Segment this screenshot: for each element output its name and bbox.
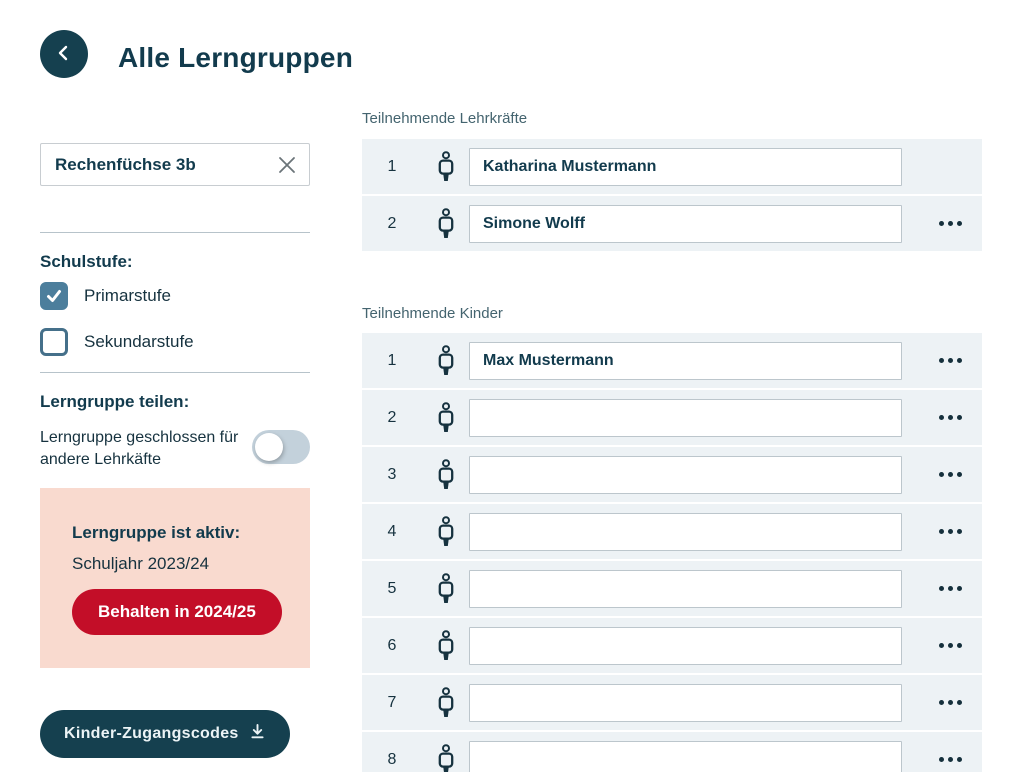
- participant-name-input[interactable]: [469, 205, 902, 243]
- participant-name-input[interactable]: [469, 570, 902, 608]
- row-menu-button[interactable]: [937, 694, 964, 711]
- row-index: 5: [387, 579, 397, 597]
- row-index: 3: [387, 465, 397, 483]
- download-icon: [249, 723, 266, 745]
- schulstufe-label: Schulstufe:: [40, 252, 133, 271]
- dot: [957, 529, 962, 534]
- dot: [948, 221, 953, 226]
- person-icon: [422, 573, 469, 604]
- dot: [948, 415, 953, 420]
- participant-row: [362, 196, 982, 251]
- dot: [957, 643, 962, 648]
- person-icon: [422, 744, 469, 772]
- participant-name-input[interactable]: [469, 399, 902, 437]
- checkbox-label: Sekundarstufe: [84, 332, 194, 351]
- dot: [948, 586, 953, 591]
- row-index: 4: [387, 522, 397, 540]
- participant-name-input[interactable]: [469, 513, 902, 551]
- row-menu-button[interactable]: [937, 580, 964, 597]
- dot: [939, 221, 944, 226]
- back-button[interactable]: [40, 30, 88, 78]
- teachers-heading: Teilnehmende Lehrkräfte: [362, 110, 528, 127]
- group-name-field: [40, 143, 310, 186]
- participant-row: [362, 390, 982, 445]
- keep-group-button[interactable]: Behalten in 2024/25: [72, 589, 282, 635]
- participant-row: [362, 618, 982, 673]
- person-icon: [422, 151, 469, 182]
- participant-name-input[interactable]: [469, 342, 902, 380]
- person-icon: [422, 345, 469, 376]
- divider: [40, 372, 310, 373]
- participant-row: [362, 333, 982, 388]
- children-heading: Teilnehmende Kinder: [362, 305, 503, 322]
- group-name-input[interactable]: [55, 144, 270, 185]
- row-menu-button[interactable]: [937, 751, 964, 768]
- toggle-knob: [255, 433, 283, 461]
- share-toggle[interactable]: [252, 430, 310, 464]
- dot: [939, 700, 944, 705]
- dot: [948, 757, 953, 762]
- dot: [948, 358, 953, 363]
- row-index: 6: [387, 636, 397, 654]
- active-group-schoolyear: Schuljahr 2023/24: [72, 554, 210, 573]
- row-index: 2: [387, 408, 397, 426]
- dot: [948, 700, 953, 705]
- row-menu-button[interactable]: [937, 352, 964, 369]
- row-menu-button[interactable]: [937, 523, 964, 540]
- checkbox-label: Primarstufe: [84, 286, 171, 305]
- dot: [939, 472, 944, 477]
- person-icon: [422, 402, 469, 433]
- chevron-left-icon: [54, 43, 74, 66]
- dot: [939, 643, 944, 648]
- checkbox-primarstufe[interactable]: [40, 282, 171, 310]
- row-index: 2: [387, 214, 397, 232]
- dot: [957, 700, 962, 705]
- active-group-title: Lerngruppe ist aktiv:: [72, 523, 241, 542]
- clear-input-button[interactable]: [275, 153, 299, 177]
- dot: [957, 221, 962, 226]
- row-index: 7: [387, 693, 397, 711]
- participant-name-input[interactable]: [469, 684, 902, 722]
- active-group-box: [40, 488, 310, 668]
- checkbox-box[interactable]: [40, 282, 68, 310]
- row-menu-button[interactable]: [937, 637, 964, 654]
- person-icon: [422, 630, 469, 661]
- participant-name-input[interactable]: [469, 456, 902, 494]
- check-icon: [45, 287, 63, 305]
- teachers-list: [362, 139, 982, 253]
- participant-row: [362, 675, 982, 730]
- row-menu-button[interactable]: [937, 215, 964, 232]
- participant-row: [362, 504, 982, 559]
- access-codes-button[interactable]: [40, 710, 290, 758]
- participant-row: [362, 732, 982, 772]
- dot: [957, 472, 962, 477]
- dot: [948, 472, 953, 477]
- row-index: 1: [387, 351, 397, 369]
- dot: [939, 358, 944, 363]
- row-menu-button[interactable]: [937, 409, 964, 426]
- dot: [957, 586, 962, 591]
- share-toggle-label: Lerngruppe geschlossen für andere Lehrkäfte: [40, 429, 239, 468]
- page-title: Alle Lerngruppen: [118, 42, 353, 73]
- dot: [948, 529, 953, 534]
- dot: [948, 643, 953, 648]
- dot: [957, 757, 962, 762]
- checkbox-box[interactable]: [40, 328, 68, 356]
- dot: [939, 586, 944, 591]
- dot: [939, 757, 944, 762]
- participant-row: [362, 447, 982, 502]
- dot: [939, 529, 944, 534]
- row-menu-button[interactable]: [937, 466, 964, 483]
- participant-name-input[interactable]: [469, 627, 902, 665]
- divider: [40, 232, 310, 233]
- dot: [939, 415, 944, 420]
- person-icon: [422, 687, 469, 718]
- dot: [957, 358, 962, 363]
- dot: [957, 415, 962, 420]
- row-index: 8: [387, 750, 397, 768]
- checkbox-sekundarstufe[interactable]: [40, 328, 194, 356]
- person-icon: [422, 208, 469, 239]
- x-icon: [275, 165, 299, 180]
- access-codes-label: Kinder-Zugangscodes: [64, 725, 239, 742]
- children-list: [362, 333, 982, 772]
- person-icon: [422, 516, 469, 547]
- participant-row: [362, 139, 982, 194]
- participant-row: [362, 561, 982, 616]
- participant-name-input[interactable]: [469, 741, 902, 772]
- teilen-label: Lerngruppe teilen:: [40, 392, 190, 411]
- participant-name-input[interactable]: [469, 148, 902, 186]
- row-index: 1: [387, 157, 397, 175]
- person-icon: [422, 459, 469, 490]
